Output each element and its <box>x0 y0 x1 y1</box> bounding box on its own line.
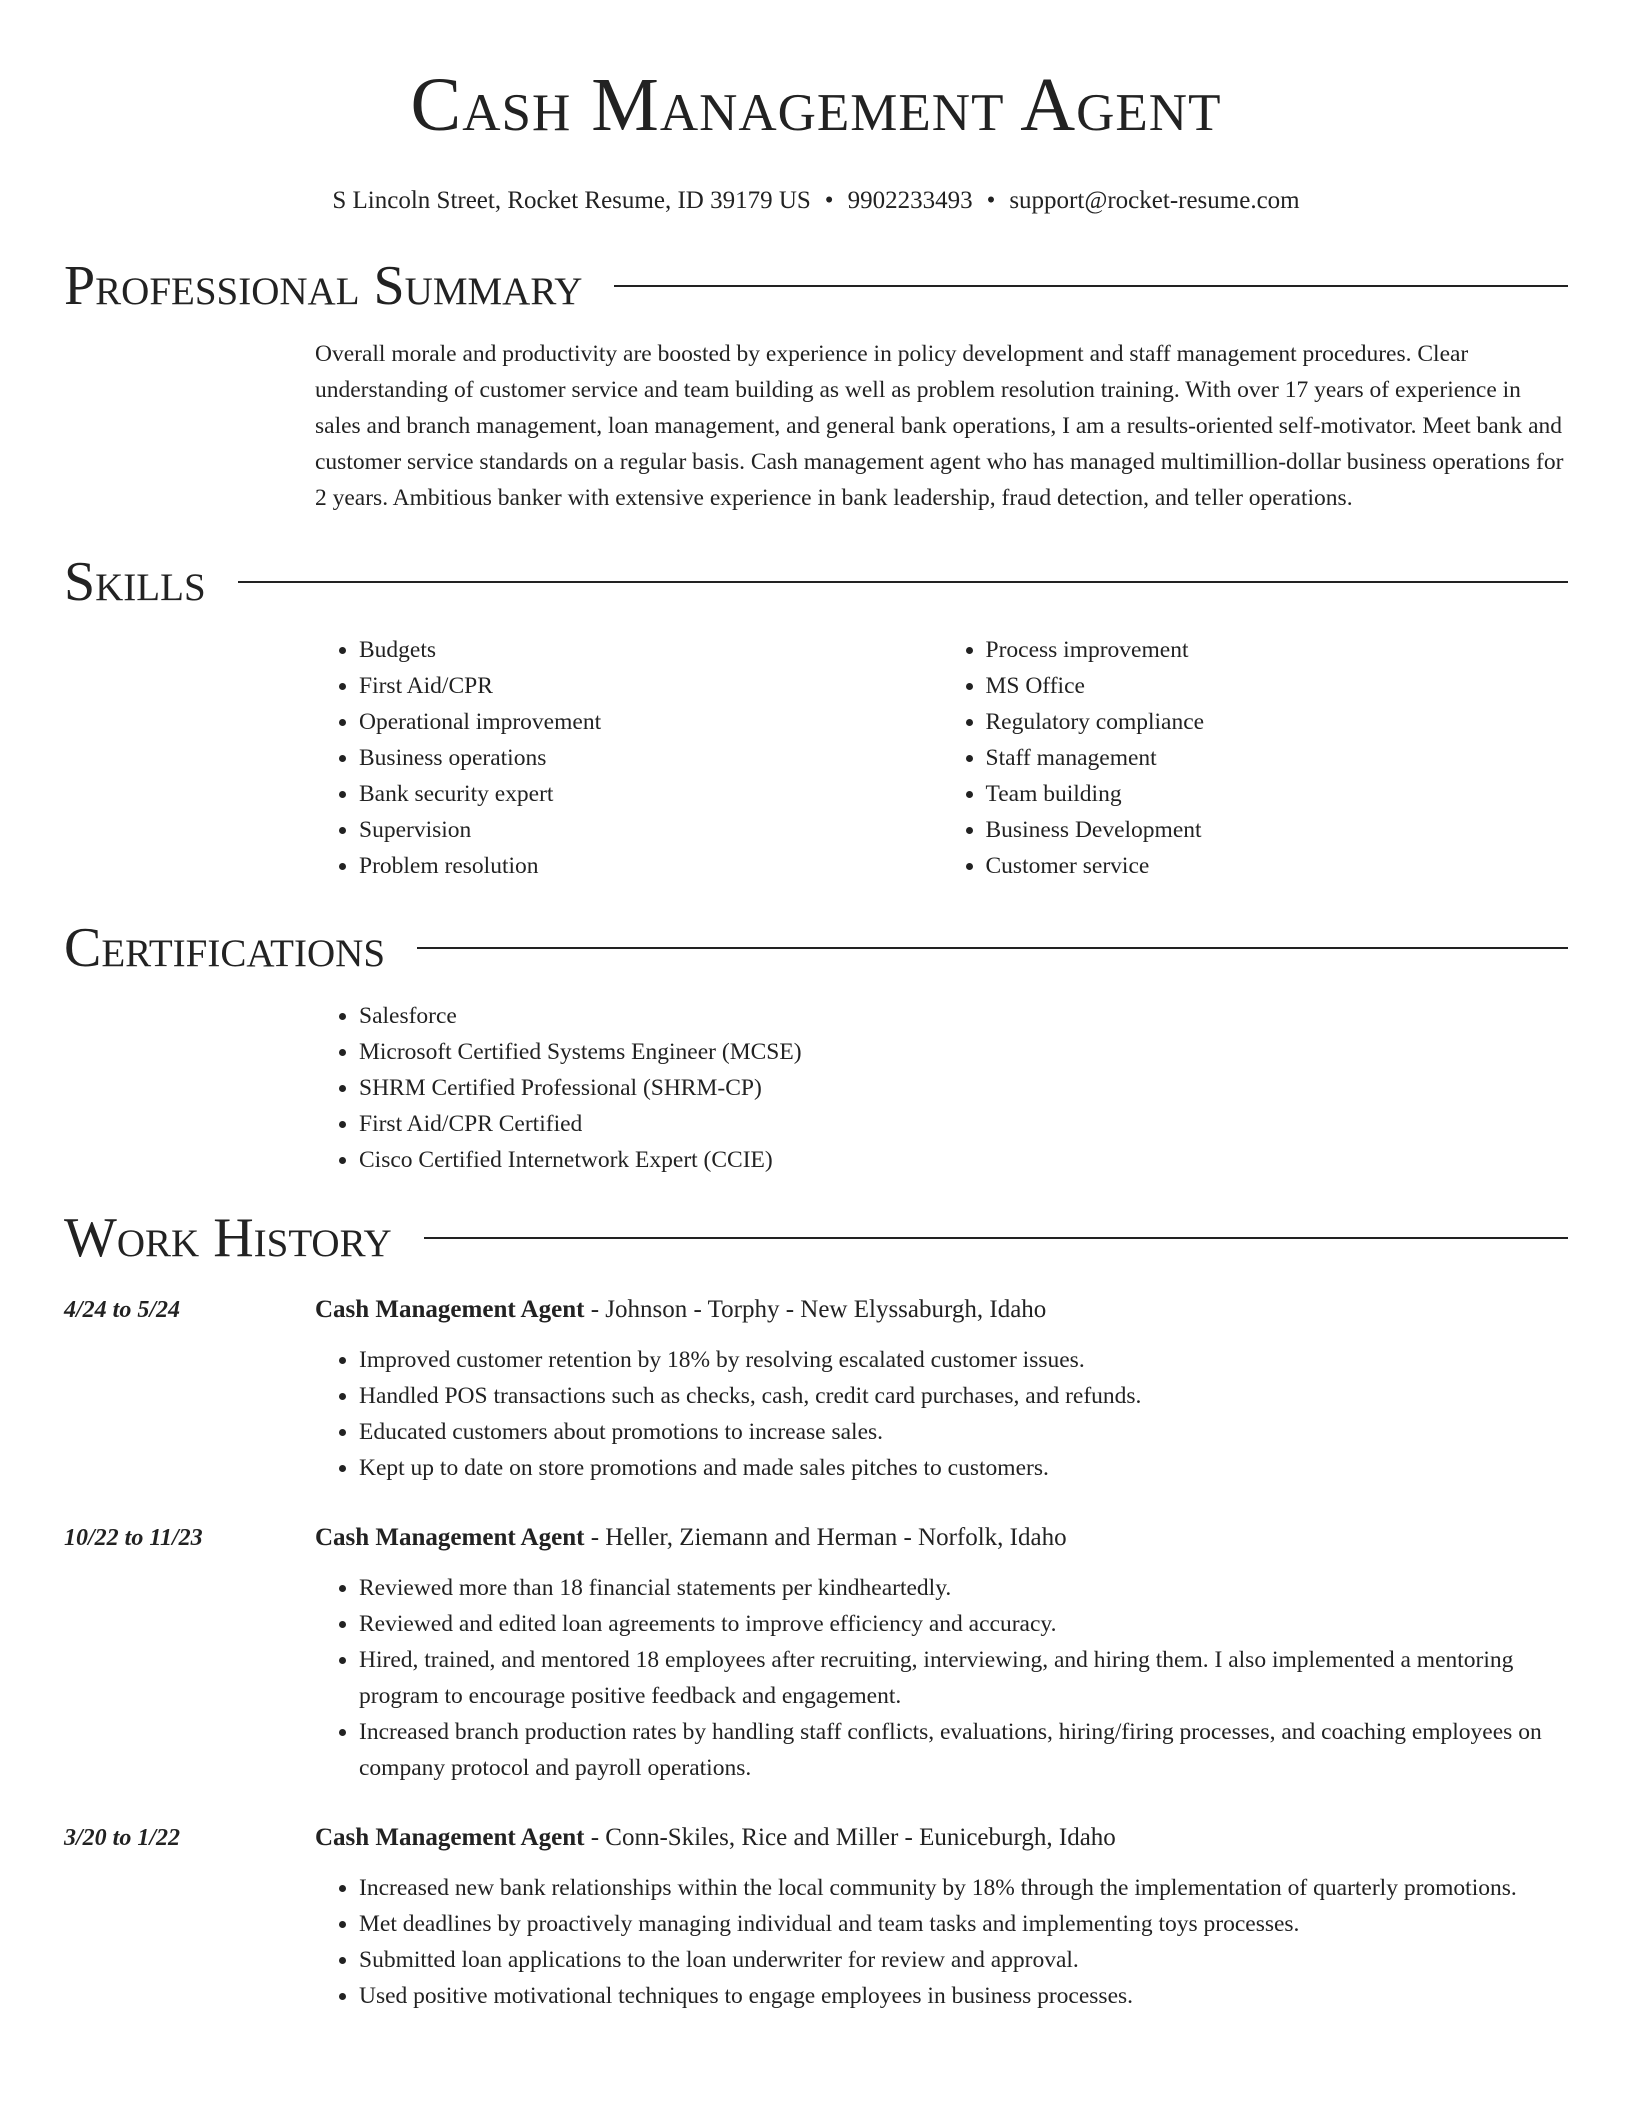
job-entry <box>64 1292 1568 1486</box>
certifications-body <box>315 998 1568 1178</box>
skills-body <box>315 632 1568 884</box>
email: support@rocket-resume.com <box>1009 187 1300 214</box>
skill-item: • Team building <box>986 776 1569 812</box>
skill-item: • Regulatory compliance <box>986 704 1569 740</box>
certification-item: • First Aid/CPR Certified <box>359 1106 1568 1142</box>
job-bullet: • Increased branch production rates by handling staff conflicts, evaluations, hiring/firing processes, and coaching employees on company protocol and payroll operations. <box>359 1714 1568 1786</box>
certification-item: • Salesforce <box>359 998 1568 1034</box>
job-bullet: • Improved customer retention by 18% by resolving escalated customer issues. <box>359 1342 1568 1378</box>
skill-item: • First Aid/CPR <box>359 668 942 704</box>
job-bullet: • Educated customers about promotions to increase sales. <box>359 1414 1568 1450</box>
skill-item: • Staff management <box>986 740 1569 776</box>
certification-item: • Cisco Certified Internetwork Expert (CCIE) <box>359 1142 1568 1178</box>
job-dates: 3/20 to 1/22 <box>64 1825 181 1851</box>
separator-dot: • <box>986 187 996 214</box>
job-bullet: • Met deadlines by proactively managing individual and team tasks and implementing toys processes. <box>359 1906 1568 1942</box>
job-bullets <box>315 1342 1568 1486</box>
summary-heading: Professional Summary <box>64 255 583 317</box>
summary-section-header <box>64 254 1568 318</box>
job-info <box>315 1292 1568 1328</box>
certifications-section-header <box>64 916 1568 980</box>
phone: 9902233493 <box>847 187 973 214</box>
work-heading: Work History <box>64 1207 392 1269</box>
separator-dot: • <box>824 187 834 214</box>
work-section-header <box>64 1206 1568 1270</box>
address: S Lincoln Street, Rocket Resume, ID 39179 US <box>332 187 811 214</box>
certifications-heading: Certifications <box>64 917 386 979</box>
job-entry <box>64 1820 1568 2014</box>
job-company: - Conn-Skiles, Rice and Miller - Euniceburgh, Idaho <box>584 1824 1116 1851</box>
certification-item: • Microsoft Certified Systems Engineer (MCSE) <box>359 1034 1568 1070</box>
skills-grid <box>315 632 1568 884</box>
job-bullet: • Handled POS transactions such as checks, cash, credit card purchases, and refunds. <box>359 1378 1568 1414</box>
summary-body <box>315 336 1568 516</box>
skill-item: • Customer service <box>986 848 1569 884</box>
section-divider <box>424 1237 1568 1239</box>
contact-line <box>64 184 1568 218</box>
job-title: Cash Management Agent <box>315 1824 585 1851</box>
job-bullet: • Kept up to date on store promotions and made sales pitches to customers. <box>359 1450 1568 1486</box>
job-bullets <box>315 1870 1568 2014</box>
skills-list-left <box>315 632 942 884</box>
job-info <box>315 1820 1568 1856</box>
job-title: Cash Management Agent <box>315 1524 585 1551</box>
section-divider <box>417 947 1568 949</box>
job-entry <box>64 1520 1568 1786</box>
skill-item: • MS Office <box>986 668 1569 704</box>
skill-item: • Operational improvement <box>359 704 942 740</box>
job-title: Cash Management Agent <box>315 1296 585 1323</box>
job-header <box>64 1292 1568 1328</box>
certifications-list <box>315 998 1568 1178</box>
skill-item: • Budgets <box>359 632 942 668</box>
job-header <box>64 1520 1568 1556</box>
job-bullet: • Reviewed and edited loan agreements to improve efficiency and accuracy. <box>359 1606 1568 1642</box>
skill-item: • Supervision <box>359 812 942 848</box>
skills-heading: Skills <box>64 551 206 613</box>
job-company: - Johnson - Torphy - New Elyssaburgh, Idaho <box>584 1296 1047 1323</box>
skill-item: • Business operations <box>359 740 942 776</box>
job-company: - Heller, Ziemann and Herman - Norfolk, Idaho <box>584 1524 1067 1551</box>
summary-text: Overall morale and productivity are boosted by experience in policy development and staff management procedures. Clear understanding of customer service and team building as well as problem resolution training. With over 17 years of experience in sales and branch management, loan management, and general bank operations, I am a results-oriented self-motivator. Meet bank and customer service standards on a regular basis. Cash management agent who has managed multimillion-dollar business operations for 2 years. Ambitious banker with extensive experience in bank leadership, fraud detection, and teller operations. <box>315 341 1564 511</box>
skill-item: • Problem resolution <box>359 848 942 884</box>
resume-page <box>64 0 1568 2014</box>
job-header <box>64 1820 1568 1856</box>
section-divider <box>614 285 1568 287</box>
skill-item: • Process improvement <box>986 632 1569 668</box>
job-info <box>315 1520 1568 1556</box>
candidate-name: Cash Management Agent <box>410 63 1222 147</box>
job-bullet: • Hired, trained, and mentored 18 employees after recruiting, interviewing, and hiring them. I also implemented a mentoring program to encourage positive feedback and engagement. <box>359 1642 1568 1714</box>
job-bullet: • Increased new bank relationships within the local community by 18% through the implementation of quarterly promotions. <box>359 1870 1568 1906</box>
skill-item: • Bank security expert <box>359 776 942 812</box>
skills-list-right <box>942 632 1569 884</box>
job-bullet: • Used positive motivational techniques to engage employees in business processes. <box>359 1978 1568 2014</box>
job-bullet: • Reviewed more than 18 financial statements per kindheartedly. <box>359 1570 1568 1606</box>
job-bullets <box>315 1570 1568 1786</box>
skill-item: • Business Development <box>986 812 1569 848</box>
job-dates: 10/22 to 11/23 <box>64 1525 203 1551</box>
section-divider <box>238 581 1568 583</box>
job-dates: 4/24 to 5/24 <box>64 1297 181 1323</box>
job-bullet: • Submitted loan applications to the loan underwriter for review and approval. <box>359 1942 1568 1978</box>
certification-item: • SHRM Certified Professional (SHRM-CP) <box>359 1070 1568 1106</box>
skills-section-header <box>64 550 1568 614</box>
